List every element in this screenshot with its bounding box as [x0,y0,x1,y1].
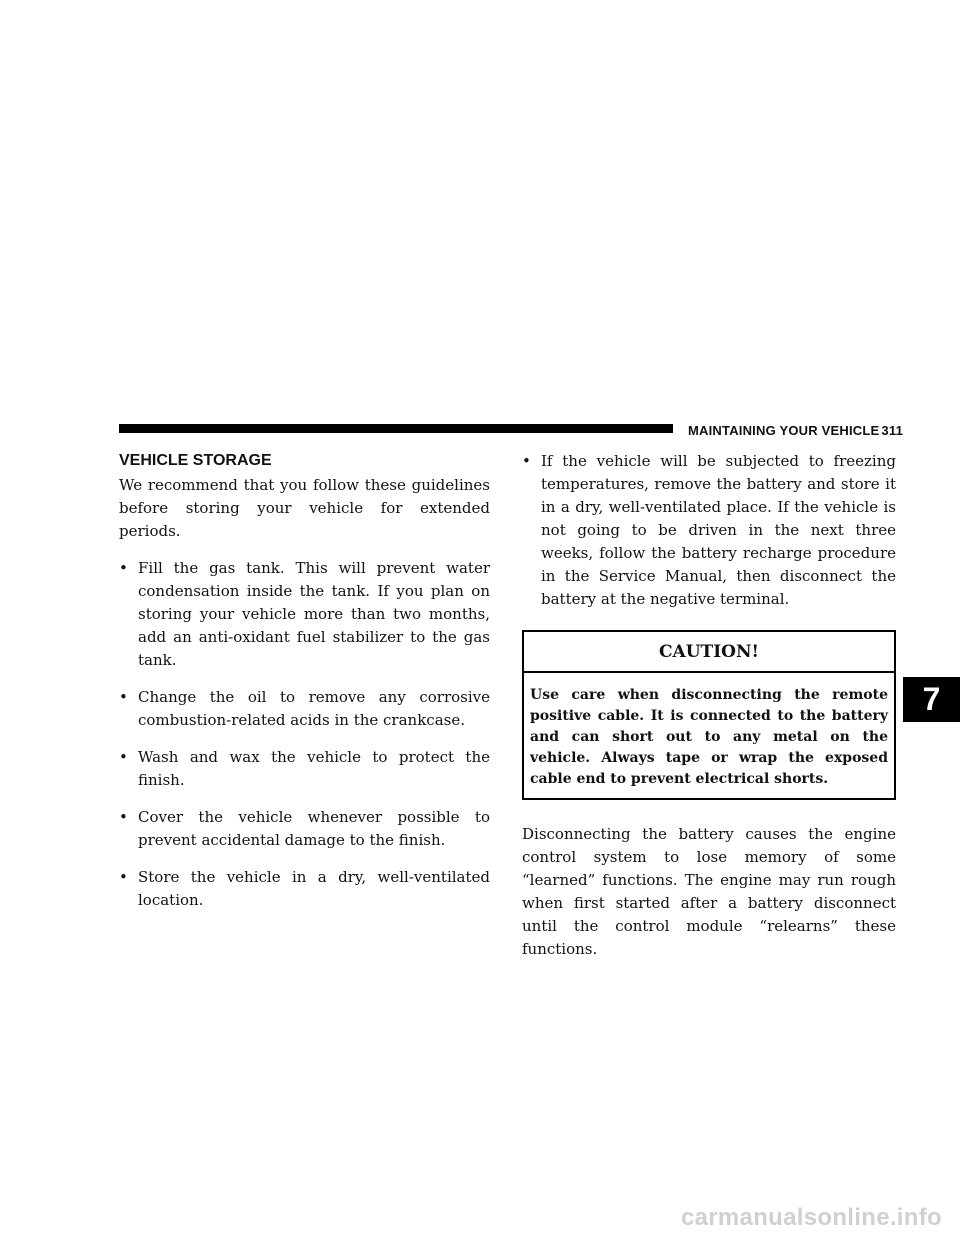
running-head-section: MAINTAINING YOUR VEHICLE [688,422,880,438]
page-number: 311 [881,422,903,438]
caution-title: CAUTION! [524,632,894,673]
bullet-icon: • [119,559,128,577]
list-item [119,746,490,792]
bullet-icon: • [522,452,531,470]
running-head [688,421,903,439]
battery-disconnect-paragraph: Disconnecting the battery causes the engine control system to lose memory of some “learned” functions. The engine may run rough when first started after a battery disconnect until the control module “relearns” these functions. [522,825,896,958]
bullet-icon: • [119,868,128,886]
intro-paragraph: We recommend that you follow these guidelines before storing your vehicle for extended periods. [119,476,490,540]
list-item [119,686,490,732]
list-item [119,806,490,852]
left-column [119,450,490,912]
bullet-icon: • [119,748,128,766]
header-rule [119,424,673,433]
bullet-icon: • [119,688,128,706]
right-column [522,450,896,961]
section-title: VEHICLE STORAGE [119,452,272,469]
list-item [119,557,490,672]
list-item-text: Wash and wax the vehicle to protect the finish. [138,748,490,789]
watermark: carmanualsonline.info [680,1204,942,1231]
storage-guidelines-list [119,557,490,912]
chapter-tab[interactable]: 7 [903,677,960,722]
list-item-text: Cover the vehicle whenever possible to prevent accidental damage to the finish. [138,808,490,849]
list-item-text: Store the vehicle in a dry, well-ventilated location. [138,868,490,909]
caution-box [522,630,896,800]
bullet-icon: • [119,808,128,826]
list-item-text: If the vehicle will be subjected to freezing temperatures, remove the battery and store it in a dry, well-ventilated place. If the vehicle is not going to be driven in the next three weeks, follow the battery recharge procedure in the Service Manual, then disconnect the battery at the negative terminal. [541,452,896,608]
battery-guidelines-list [522,450,896,611]
list-item-text: Fill the gas tank. This will prevent water condensation inside the tank. If you plan on storing your vehicle more than two months, add an anti-oxidant fuel stabilizer to the gas tank. [138,559,490,669]
caution-text: Use care when disconnecting the remote positive cable. It is connected to the battery and can short out to any metal on the vehicle. Always tape or wrap the exposed cable end to prevent electrical shorts. [530,687,888,787]
list-item [119,866,490,912]
list-item [522,450,896,611]
list-item-text: Change the oil to remove any corrosive combustion-related acids in the crankcase. [138,688,490,729]
